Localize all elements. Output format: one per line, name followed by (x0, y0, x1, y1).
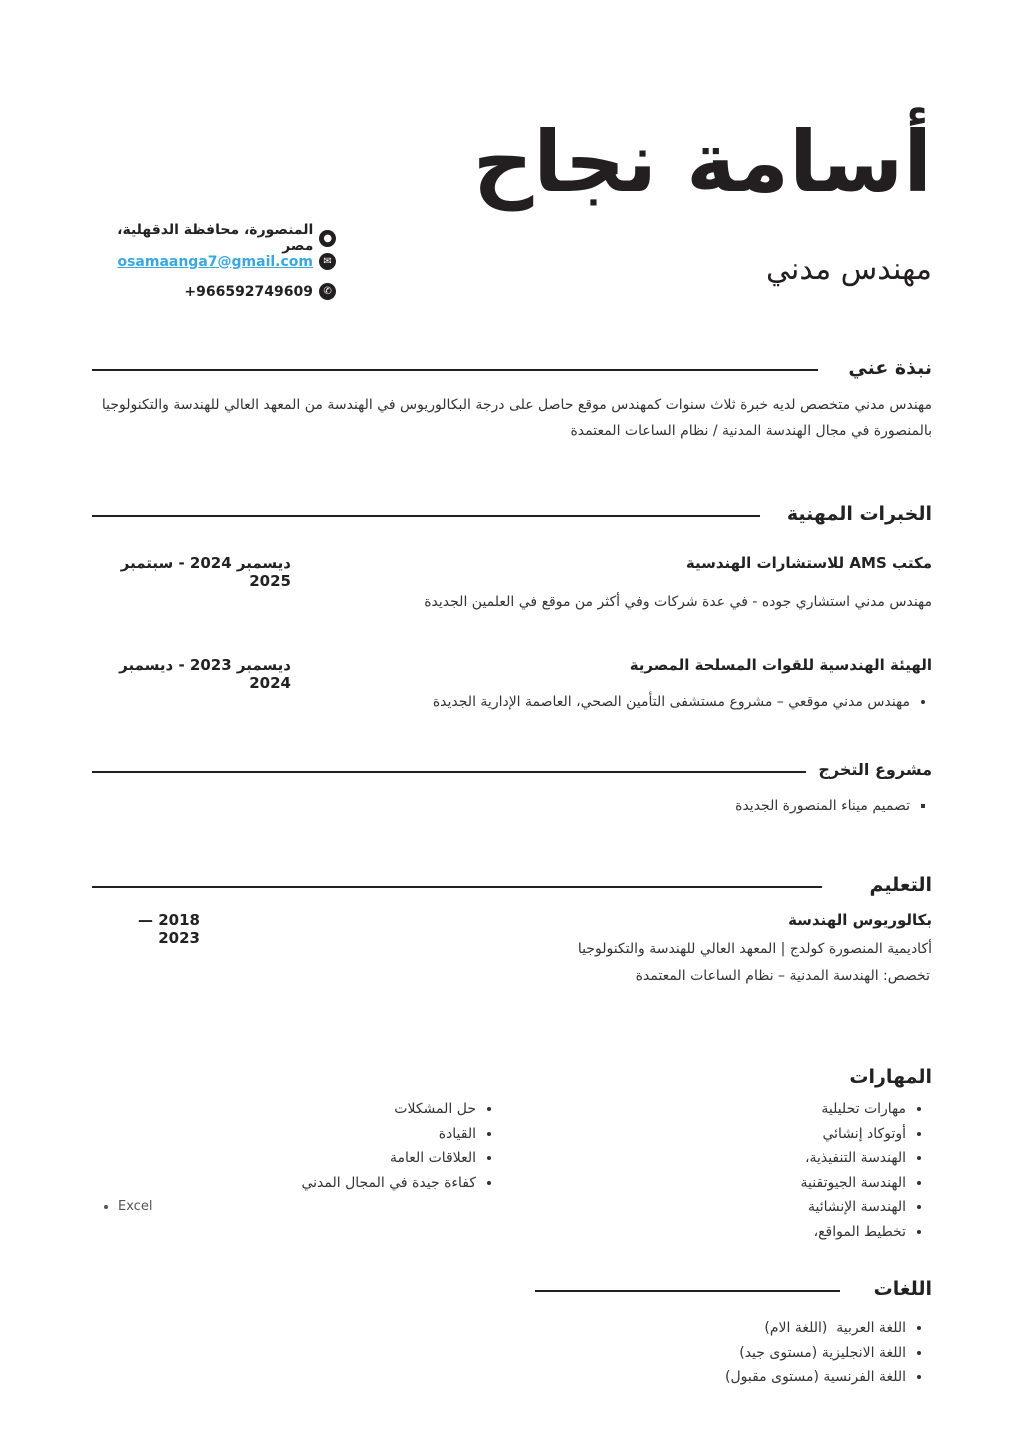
section-heading-about: نبذة عني (848, 357, 932, 379)
job-desc: مهندس مدني استشاري جوده - في عدة شركات وفي أكثر من موقع في العلمين الجديدة (424, 594, 932, 610)
job-org: الهيئة الهندسية للقوات المسلحة المصرية (629, 656, 932, 674)
list-item: • الهندسة الجيوتقنية (801, 1171, 906, 1196)
list-item: • اللغة الفرنسية (مستوى مقبول) (725, 1365, 906, 1390)
job-dates: ديسمبر 2024 - سبتمبر 2025 (120, 554, 291, 590)
location-pin-icon: ● (319, 230, 336, 247)
section-heading-education: التعليم (869, 874, 932, 896)
list-item: • أوتوكاد إنشائي (801, 1122, 906, 1147)
languages-list (725, 1316, 928, 1390)
list-item: • القيادة (301, 1122, 476, 1147)
list-item: • مهارات تحليلية (801, 1097, 906, 1122)
list-item: • مهندس مدني موقعي – مشروع مستشفى التأمين الصحي، العاصمة الإدارية الجديدة (433, 690, 910, 715)
skills-list-3 (100, 1195, 152, 1220)
list-item: • الهندسة التنفيذية، (801, 1146, 906, 1171)
envelope-icon: ✉ (319, 253, 336, 270)
contact-email (86, 253, 336, 270)
divider (92, 369, 818, 371)
list-item: ▪ تصميم ميناء المنصورة الجديدة (735, 794, 910, 819)
list-item: • اللغة العربية (اللغة الام) (725, 1316, 906, 1341)
job-dates: ديسمبر 2023 - ديسمبر 2024 (119, 656, 291, 692)
contact-location (86, 222, 336, 254)
skills-list-1 (801, 1097, 928, 1244)
section-heading-experience: الخبرات المهنية (786, 503, 932, 525)
job-title: مهندس مدني (765, 252, 932, 287)
skills-list-2 (301, 1097, 498, 1195)
education-dates: 2018 — 2023 (138, 911, 200, 947)
list-item: • Excel (118, 1195, 152, 1220)
email-link[interactable]: osamaanga7@gmail.com (117, 253, 313, 270)
school: أكاديمية المنصورة كولدج | المعهد العالي للهندسة والتكنولوجيا (577, 941, 932, 957)
phone-text: +966592749609 (184, 283, 313, 300)
section-heading-languages: اللغات (873, 1278, 932, 1300)
list-item: • العلاقات العامة (301, 1146, 476, 1171)
degree: بكالوريوس الهندسة (788, 911, 932, 929)
divider (92, 886, 822, 888)
section-heading-project: مشروع التخرج (818, 760, 932, 779)
phone-icon: ✆ (319, 283, 336, 300)
person-name: أسامة نجاح (472, 113, 932, 211)
about-text: مهندس مدني متخصص لديه خبرة ثلاث سنوات كمهندس موقع حاصل على درجة البكالوريوس في الهندسة من المعهد العالي للهندسة والتكنولوجيا بالمنصورة في مجال الهندسة المدنية / نظام الساعات المعتمدة (101, 397, 932, 439)
location-text: المنصورة، محافظة الدقهلية، مصر (117, 222, 314, 254)
list-item: • كفاءة جيدة في المجال المدني (301, 1171, 476, 1196)
list-item: • تخطيط المواقع، (801, 1220, 906, 1245)
section-heading-skills: المهارات (849, 1066, 932, 1088)
list-item: • حل المشكلات (301, 1097, 476, 1122)
job-desc-list (433, 690, 932, 715)
list-item: • اللغة الانجليزية (مستوى جيد) (725, 1341, 906, 1366)
job-org: مكتب AMS للاستشارات الهندسية (685, 554, 932, 572)
divider (92, 515, 760, 517)
contact-phone (86, 283, 336, 300)
major: تخصص: الهندسة المدنية – نظام الساعات المعتمدة (635, 968, 930, 984)
project-list (735, 794, 932, 819)
list-item: • الهندسة الإنشائية (801, 1195, 906, 1220)
divider (535, 1290, 840, 1292)
divider (92, 771, 806, 773)
